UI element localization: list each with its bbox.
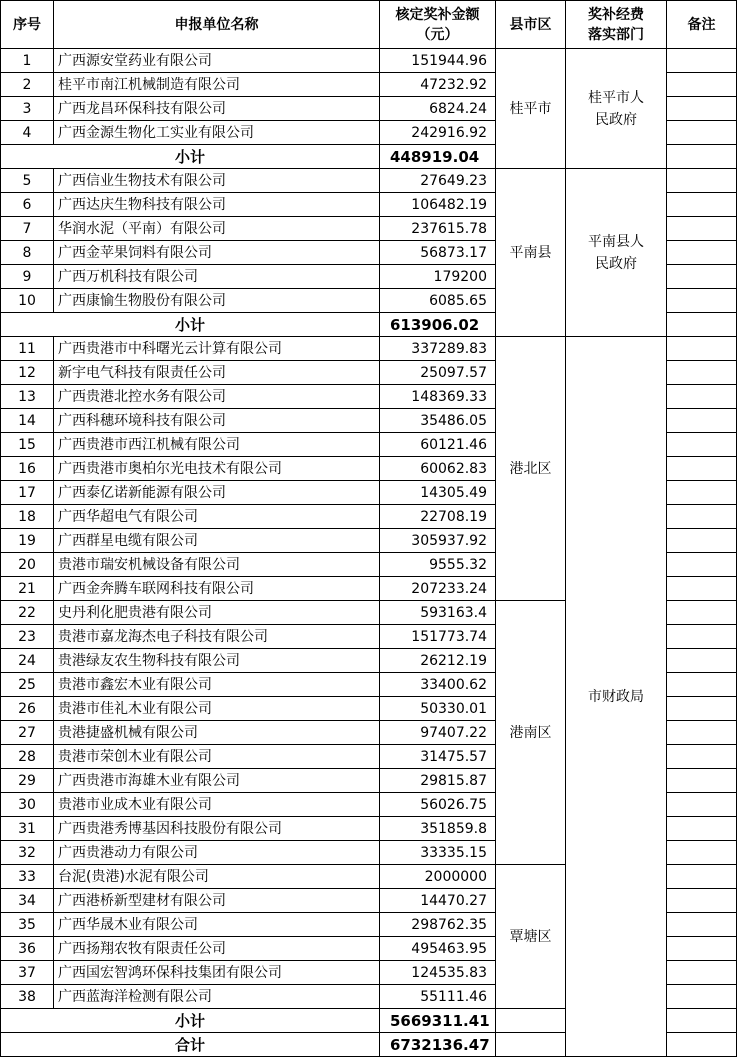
row-seq: 34 [1,889,54,913]
row-amount: 298762.35 [380,913,496,937]
row-seq: 10 [1,289,54,313]
row-amount: 106482.19 [380,193,496,217]
header-district: 县市区 [496,1,566,49]
row-seq: 12 [1,361,54,385]
remark-cell [667,169,737,193]
remark-cell [667,433,737,457]
dept-cell: 桂平市人民政府 [566,49,667,169]
row-company-name: 贵港市鑫宏木业有限公司 [54,673,380,697]
row-seq: 21 [1,577,54,601]
remark-cell [667,697,737,721]
remark-cell [667,361,737,385]
remark-cell [667,457,737,481]
table-row [1,169,737,193]
district-cell: 港北区 [496,337,566,601]
row-company-name: 贵港市瑞安机械设备有限公司 [54,553,380,577]
row-seq: 4 [1,121,54,145]
subtotal-value: 5669311.41 [380,1009,496,1033]
row-company-name: 贵港市业成木业有限公司 [54,793,380,817]
row-company-name: 广西金奔腾车联网科技有限公司 [54,577,380,601]
row-company-name: 广西华晟木业有限公司 [54,913,380,937]
row-amount: 35486.05 [380,409,496,433]
remark-cell [667,745,737,769]
row-seq: 26 [1,697,54,721]
total-label: 合计 [1,1033,380,1057]
row-company-name: 广西万机科技有限公司 [54,265,380,289]
row-company-name: 新宇电气科技有限责任公司 [54,361,380,385]
row-company-name: 广西贵港市西江机械有限公司 [54,433,380,457]
header-remark: 备注 [667,1,737,49]
header-amount: 核定奖补金额（元） [380,1,496,49]
row-company-name: 贵港市佳礼木业有限公司 [54,697,380,721]
row-company-name: 广西贵港北控水务有限公司 [54,385,380,409]
row-seq: 3 [1,97,54,121]
row-company-name: 桂平市南江机械制造有限公司 [54,73,380,97]
header-row [1,1,737,49]
row-seq: 9 [1,265,54,289]
row-seq: 15 [1,433,54,457]
table-body [1,1,737,1057]
row-seq: 36 [1,937,54,961]
remark-cell [667,553,737,577]
remark-cell [667,49,737,73]
subtotal-label: 小计 [1,1009,380,1033]
row-amount: 242916.92 [380,121,496,145]
row-amount: 305937.92 [380,529,496,553]
row-amount: 56026.75 [380,793,496,817]
remark-cell [667,577,737,601]
row-company-name: 广西港桥新型建材有限公司 [54,889,380,913]
row-amount: 151944.96 [380,49,496,73]
remark-cell [667,865,737,889]
row-seq: 7 [1,217,54,241]
district-cell: 平南县 [496,169,566,337]
remark-cell [667,241,737,265]
row-company-name: 广西科穗环境科技有限公司 [54,409,380,433]
subtotal-value: 448919.04 [380,145,496,169]
district-cell [496,1033,566,1057]
header-seq: 序号 [1,1,54,49]
dept-cell: 平南县人民政府 [566,169,667,337]
row-company-name: 广西蓝海洋检测有限公司 [54,985,380,1009]
row-amount: 593163.4 [380,601,496,625]
row-amount: 351859.8 [380,817,496,841]
row-amount: 26212.19 [380,649,496,673]
remark-cell [667,289,737,313]
row-seq: 31 [1,817,54,841]
remark-cell [667,841,737,865]
district-cell [496,1009,566,1033]
remark-cell [667,1033,737,1057]
row-seq: 35 [1,913,54,937]
row-amount: 50330.01 [380,697,496,721]
row-seq: 16 [1,457,54,481]
remark-cell [667,769,737,793]
total-value: 6732136.47 [380,1033,496,1057]
row-amount: 33335.15 [380,841,496,865]
remark-cell [667,793,737,817]
row-seq: 22 [1,601,54,625]
remark-cell [667,337,737,361]
remark-cell [667,913,737,937]
row-company-name: 广西龙昌环保科技有限公司 [54,97,380,121]
row-company-name: 贵港市嘉龙海杰电子科技有限公司 [54,625,380,649]
row-amount: 97407.22 [380,721,496,745]
row-company-name: 广西扬翔农牧有限责任公司 [54,937,380,961]
row-seq: 18 [1,505,54,529]
remark-cell [667,937,737,961]
row-seq: 25 [1,673,54,697]
row-amount: 33400.62 [380,673,496,697]
row-seq: 1 [1,49,54,73]
remark-cell [667,1009,737,1033]
remark-cell [667,889,737,913]
row-seq: 5 [1,169,54,193]
row-company-name: 广西华超电气有限公司 [54,505,380,529]
district-cell: 港南区 [496,601,566,865]
header-dept: 奖补经费落实部门 [566,1,667,49]
row-company-name: 台泥(贵港)水泥有限公司 [54,865,380,889]
subtotal-label: 小计 [1,313,380,337]
remark-cell [667,121,737,145]
row-company-name: 广西达庆生物科技有限公司 [54,193,380,217]
row-amount: 148369.33 [380,385,496,409]
row-amount: 31475.57 [380,745,496,769]
row-seq: 29 [1,769,54,793]
row-company-name: 贵港绿友农生物科技有限公司 [54,649,380,673]
row-company-name: 广西源安堂药业有限公司 [54,49,380,73]
row-seq: 28 [1,745,54,769]
subtotal-label: 小计 [1,145,380,169]
row-company-name: 广西贵港秀博基因科技股份有限公司 [54,817,380,841]
row-company-name: 广西贵港动力有限公司 [54,841,380,865]
row-company-name: 广西泰亿诺新能源有限公司 [54,481,380,505]
row-seq: 13 [1,385,54,409]
remark-cell [667,625,737,649]
row-amount: 207233.24 [380,577,496,601]
row-company-name: 广西国宏智鸿环保科技集团有限公司 [54,961,380,985]
row-amount: 179200 [380,265,496,289]
row-amount: 6824.24 [380,97,496,121]
row-amount: 6085.65 [380,289,496,313]
remark-cell [667,505,737,529]
dept-cell: 市财政局 [566,337,667,1057]
row-amount: 22708.19 [380,505,496,529]
row-seq: 27 [1,721,54,745]
row-amount: 9555.32 [380,553,496,577]
row-amount: 337289.83 [380,337,496,361]
remark-cell [667,73,737,97]
row-seq: 37 [1,961,54,985]
row-company-name: 广西金苹果饲料有限公司 [54,241,380,265]
row-amount: 47232.92 [380,73,496,97]
row-seq: 14 [1,409,54,433]
row-company-name: 广西贵港市奥柏尔光电技术有限公司 [54,457,380,481]
table-row [1,49,737,73]
row-seq: 23 [1,625,54,649]
row-seq: 32 [1,841,54,865]
table-row [1,337,737,361]
row-company-name: 广西康愉生物股份有限公司 [54,289,380,313]
subtotal-value: 613906.02 [380,313,496,337]
row-amount: 2000000 [380,865,496,889]
remark-cell [667,961,737,985]
remark-cell [667,529,737,553]
row-seq: 17 [1,481,54,505]
remark-cell [667,145,737,169]
remark-cell [667,481,737,505]
row-amount: 14305.49 [380,481,496,505]
remark-cell [667,97,737,121]
row-amount: 237615.78 [380,217,496,241]
row-amount: 60121.46 [380,433,496,457]
remark-cell [667,385,737,409]
row-company-name: 贵港市荣创木业有限公司 [54,745,380,769]
row-amount: 27649.23 [380,169,496,193]
row-amount: 60062.83 [380,457,496,481]
row-amount: 495463.95 [380,937,496,961]
row-seq: 2 [1,73,54,97]
row-seq: 6 [1,193,54,217]
remark-cell [667,721,737,745]
row-seq: 30 [1,793,54,817]
row-amount: 25097.57 [380,361,496,385]
row-company-name: 广西贵港市中科曙光云计算有限公司 [54,337,380,361]
row-amount: 124535.83 [380,961,496,985]
remark-cell [667,217,737,241]
district-cell: 覃塘区 [496,865,566,1009]
district-cell: 桂平市 [496,49,566,169]
row-amount: 29815.87 [380,769,496,793]
row-company-name: 广西金源生物化工实业有限公司 [54,121,380,145]
header-company: 申报单位名称 [54,1,380,49]
remark-cell [667,193,737,217]
row-seq: 19 [1,529,54,553]
row-seq: 11 [1,337,54,361]
remark-cell [667,817,737,841]
row-company-name: 广西贵港市海雄木业有限公司 [54,769,380,793]
row-company-name: 华润水泥（平南）有限公司 [54,217,380,241]
row-amount: 14470.27 [380,889,496,913]
remark-cell [667,649,737,673]
row-seq: 38 [1,985,54,1009]
remark-cell [667,409,737,433]
row-seq: 8 [1,241,54,265]
row-company-name: 广西信业生物技术有限公司 [54,169,380,193]
remark-cell [667,265,737,289]
row-seq: 24 [1,649,54,673]
remark-cell [667,601,737,625]
row-amount: 56873.17 [380,241,496,265]
row-seq: 20 [1,553,54,577]
row-amount: 55111.46 [380,985,496,1009]
row-company-name: 贵港捷盛机械有限公司 [54,721,380,745]
row-company-name: 广西群星电缆有限公司 [54,529,380,553]
row-amount: 151773.74 [380,625,496,649]
remark-cell [667,673,737,697]
remark-cell [667,313,737,337]
remark-cell [667,985,737,1009]
row-seq: 33 [1,865,54,889]
row-company-name: 史丹利化肥贵港有限公司 [54,601,380,625]
